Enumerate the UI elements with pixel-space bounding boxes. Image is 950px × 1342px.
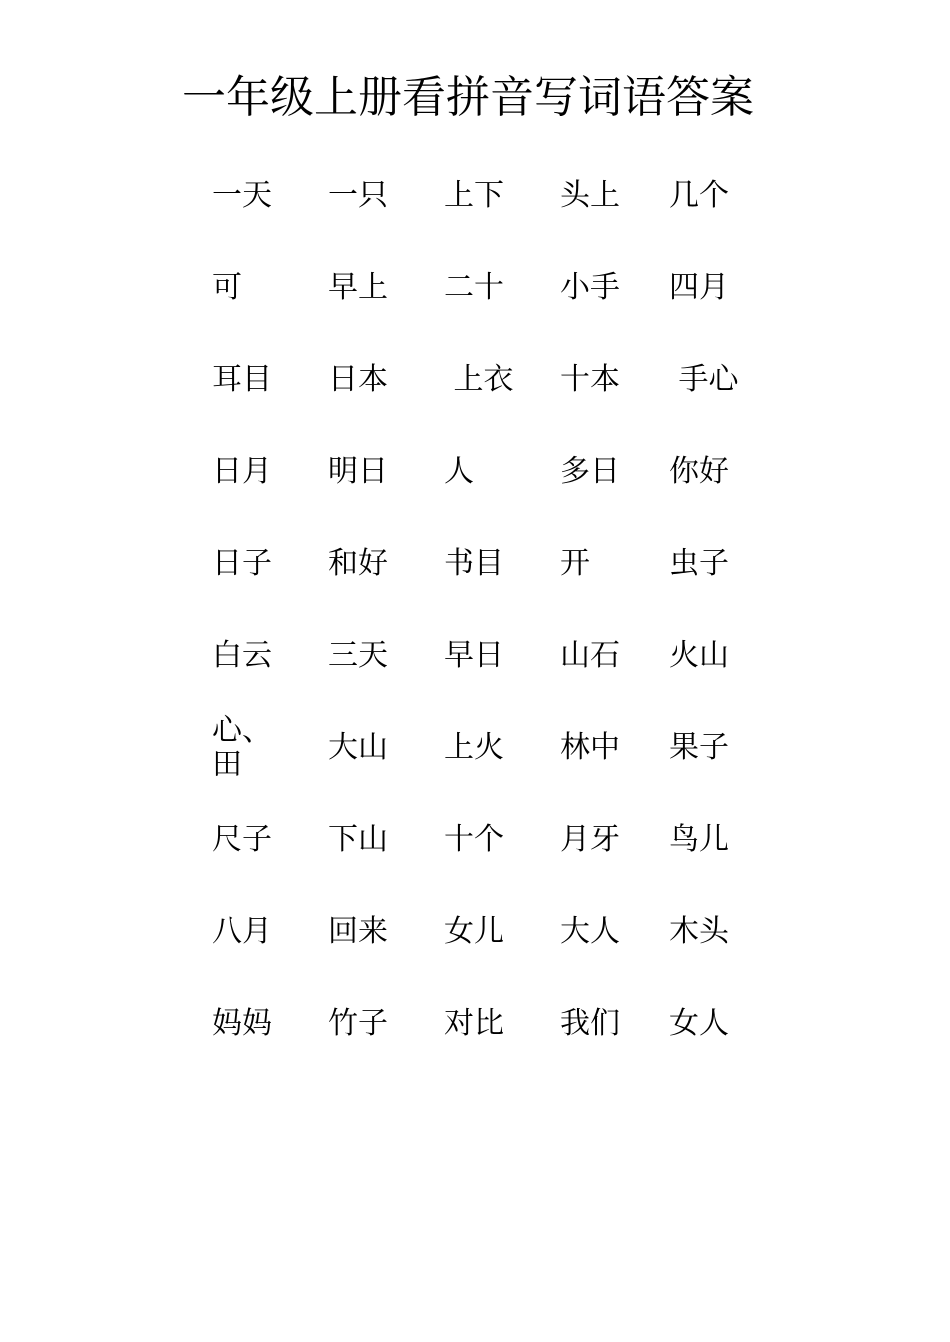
answer-word: 手心: [669, 362, 739, 397]
answer-word: 可: [212, 270, 242, 305]
answer-word: 四月: [669, 270, 729, 305]
answer-word: 早日: [444, 638, 504, 673]
answer-word: 尺子: [212, 822, 272, 857]
page-title: 一年级上册看拼音写词语答案: [182, 72, 754, 123]
answer-word: 一天: [212, 178, 272, 213]
answer-word: 女人: [669, 1006, 729, 1041]
answer-row: [212, 978, 772, 1070]
answer-word: 几个: [669, 178, 729, 213]
answer-word: 日子: [212, 546, 272, 581]
answer-word: 对比: [444, 1006, 504, 1041]
answer-word: 下山: [328, 822, 388, 857]
answer-word: 虫子: [669, 546, 729, 581]
answer-word: 木头: [669, 914, 729, 949]
answer-word: 回来: [328, 914, 388, 949]
answer-word: 书目: [444, 546, 504, 581]
answer-table: [212, 150, 772, 1070]
answer-word: 头上: [560, 178, 620, 213]
answer-word: 女儿: [444, 914, 504, 949]
answer-word: 鸟儿: [669, 822, 729, 857]
answer-word: 日月: [212, 454, 272, 489]
answer-word: 我们: [560, 1006, 620, 1041]
answer-word: 二十: [444, 270, 504, 305]
answer-row: [212, 150, 772, 242]
answer-row: [212, 610, 772, 702]
answer-word: 多日: [560, 454, 620, 489]
answer-word: 月牙: [560, 822, 620, 857]
answer-word: 明日: [328, 454, 388, 489]
answer-word: 三天: [328, 638, 388, 673]
answer-word: 一只: [328, 178, 388, 213]
answer-word: 白云: [212, 638, 272, 673]
answer-word: 耳目: [212, 362, 272, 397]
answer-word: 上火: [444, 730, 504, 765]
answer-row: [212, 242, 772, 334]
answer-row: [212, 518, 772, 610]
answer-word: 十本: [560, 362, 620, 397]
answer-word: 十个: [444, 822, 504, 857]
answer-word: 妈妈: [212, 1006, 272, 1041]
answer-row: [212, 702, 772, 794]
answer-word: 火山: [669, 638, 729, 673]
answer-row: [212, 886, 772, 978]
answer-word: 上下: [444, 178, 504, 213]
answer-word: 八月: [212, 914, 272, 949]
answer-word: 小手: [560, 270, 620, 305]
answer-row: [212, 334, 772, 426]
answer-row: [212, 426, 772, 518]
answer-word: 大山: [328, 730, 388, 765]
answer-word: 和好: [328, 546, 388, 581]
answer-word: 果子: [669, 730, 729, 765]
answer-row: [212, 794, 772, 886]
answer-word: 大人: [560, 914, 620, 949]
answer-word: 心、田: [212, 713, 272, 782]
answer-word: 早上: [328, 270, 388, 305]
answer-word: 上衣: [444, 362, 514, 397]
answer-word: 林中: [560, 730, 620, 765]
answer-word: 人: [444, 454, 474, 489]
answer-word: 竹子: [328, 1006, 388, 1041]
answer-word: 开: [560, 546, 590, 581]
answer-word: 山石: [560, 638, 620, 673]
answer-word: 日本: [328, 362, 388, 397]
answer-word: 你好: [669, 454, 729, 489]
